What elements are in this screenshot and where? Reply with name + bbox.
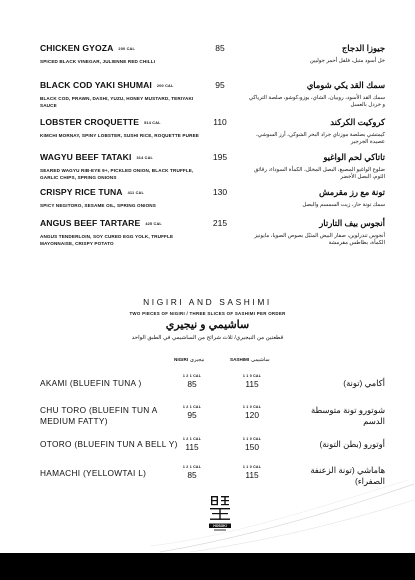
dish-description: KIMCHI MORNAY, SPINY LOBSTER, SUSHI RICE, ROQUETTE PUREE bbox=[40, 133, 199, 138]
dish-description: SEARED WAGYU RIB-EYE 9+, PICKLED ONION, BLACK TRUFFLE, GARLIC CHIPS, SPRING ONIONS bbox=[40, 168, 194, 180]
dish-name-arabic: تاتاكي لحم الواغيو bbox=[323, 152, 385, 162]
dish-calories: 314 CAL bbox=[136, 155, 154, 160]
sashimi-calories: 1 1 0 CAL bbox=[242, 405, 262, 409]
dish-calories: 514 CAL bbox=[144, 120, 161, 125]
fish-name: AKAMI (BLUEFIN TUNA ) bbox=[40, 378, 142, 388]
dish-price: 195 bbox=[212, 152, 228, 162]
section-subtitle-arabic: قطعتين من النيجيري/ ثلاث شرائح من الساشيمي في الطبق الواحد bbox=[131, 335, 284, 341]
dish-description-arabic: سمك القد الأسود، روبيان، الشاي، يوزو،كوشو، صلصة الترياكي و خردل بالعسل bbox=[248, 95, 385, 109]
dish-price: 85 bbox=[215, 43, 225, 53]
dish-description-arabic: أنجوس تندرلوين، صفار البيض المتبّل بصوص الصويا، مايونيز الكمأة، بطاطس مقرمشة bbox=[254, 233, 385, 247]
nigiri-price: 85 bbox=[187, 470, 197, 480]
sashimi-price: 150 bbox=[245, 442, 259, 452]
nigiri-price: 85 bbox=[187, 379, 197, 389]
dish-name-arabic: سمك القد يكي شوماي bbox=[306, 80, 385, 90]
nigiri-price: 95 bbox=[187, 410, 197, 420]
dish-calories: 200 CAL bbox=[118, 46, 135, 51]
dish-name: LOBSTER CROQUETTE 514 CAL bbox=[40, 117, 161, 127]
dish-description: ANGUS TENDERLOIN, SOY CURED EGG YOLK, TRUFFLE MAYONNAISE, CRISPY POTATO bbox=[40, 234, 174, 246]
nigiri-calories: 1 2 1 CAL bbox=[182, 374, 202, 378]
dish-calories: 425 CAL bbox=[145, 221, 162, 226]
dish-price: 215 bbox=[212, 218, 228, 228]
brand-logo bbox=[209, 495, 231, 533]
dish-description-arabic: خل أسود متبل، فلفل أحمر جوليين bbox=[309, 58, 385, 64]
decorative-swoosh bbox=[150, 480, 415, 553]
sashimi-price: 120 bbox=[245, 410, 259, 420]
sashimi-calories: 1 1 0 CAL bbox=[242, 437, 262, 441]
dish-name-arabic: أنجوس بيف التارتار bbox=[319, 218, 385, 228]
dish-name-arabic: جيوزا الدجاج bbox=[341, 43, 385, 53]
dish-name: ANGUS BEEF TARTARE 425 CAL bbox=[40, 218, 162, 228]
fish-name: OTORO (BLUEFIN TUN A BELL Y) bbox=[40, 439, 178, 449]
section-subtitle: TWO PIECES OF NIGIRI / THREE SLICES OF SASHIMI PER ORDER bbox=[129, 311, 286, 316]
menu-item bbox=[40, 152, 385, 182]
dish-name-arabic: تونة مع رز مقرمش bbox=[319, 187, 385, 197]
menu-item bbox=[40, 43, 385, 73]
dish-name-arabic: كروكيت الكركند bbox=[330, 117, 385, 127]
dish-description-arabic: سمك تونة حار، زيت السمسم والبصل bbox=[302, 202, 385, 208]
sashimi-calories: 1 1 0 CAL bbox=[242, 374, 262, 378]
dish-description-arabic: ضلوع الواغيو المصبغ، البصل المخلل، الكمأة السوداء، رقائق الثوم، البصل الأخضر bbox=[254, 167, 385, 181]
sashimi-price: 115 bbox=[245, 379, 259, 389]
brand-logo-wordmark: HOSOKI bbox=[213, 524, 227, 528]
dish-name: BLACK COD YAKI SHUMAI 200 CAL bbox=[40, 80, 174, 90]
bottom-black-band bbox=[0, 553, 415, 580]
nigiri-calories: 1 2 1 CAL bbox=[182, 465, 202, 469]
nigiri-sashimi-row bbox=[40, 405, 385, 429]
fish-name-arabic: شوتورو تونة متوسطة الدسم bbox=[311, 405, 385, 426]
nigiri-calories: 1 2 1 CAL bbox=[182, 437, 202, 441]
menu-item bbox=[40, 187, 385, 211]
dish-description-arabic: كيمتشي بصلصة موزناي جراد البحر الشوكي، أرز السوشي، عصيدة الجرجير bbox=[255, 132, 385, 146]
dish-price: 130 bbox=[212, 187, 228, 197]
menu-item bbox=[40, 218, 385, 252]
sashimi-price: 115 bbox=[245, 470, 259, 480]
dish-name: CHICKEN GYOZA 200 CAL bbox=[40, 43, 135, 53]
section-title: NIGIRI AND SASHIMI bbox=[143, 297, 272, 307]
dish-description: BLACK COD, PRAWN, DASHI, YUZU, HONEY MUSTARD, TERIYAKI SAUCE bbox=[40, 96, 194, 108]
dish-name: CRISPY RICE TUNA 411 CAL bbox=[40, 187, 145, 197]
fish-name: HAMACHI (YELLOWTAI L) bbox=[40, 468, 147, 478]
dish-calories: 200 CAL bbox=[156, 83, 174, 88]
column-header-sashimi: SASHIMI ساشيمي bbox=[230, 357, 270, 363]
dish-description: SPICY NEGITORO, SESAME OIL, SPRING ONIONS bbox=[40, 203, 156, 208]
dish-price: 95 bbox=[215, 80, 225, 90]
nigiri-price: 115 bbox=[185, 442, 199, 452]
nigiri-sashimi-row bbox=[40, 437, 385, 459]
section-title-arabic: ساشيمي و نيجيري bbox=[165, 319, 250, 331]
column-header-nigiri: NIGIRI نيجيري bbox=[174, 357, 205, 363]
fish-name-arabic: أكامي (تونة) bbox=[343, 378, 385, 388]
dish-price: 110 bbox=[213, 117, 227, 127]
nigiri-sashimi-row bbox=[40, 374, 385, 396]
sashimi-calories: 1 1 0 CAL bbox=[242, 465, 262, 469]
nigiri-calories: 1 2 1 CAL bbox=[182, 405, 202, 409]
dish-name: WAGYU BEEF TATAKI 314 CAL bbox=[40, 152, 154, 162]
menu-item bbox=[40, 117, 385, 147]
menu-item bbox=[40, 80, 385, 112]
dish-description: SPICED BLACK VINEGAR, JULIENNE RED CHILLI bbox=[40, 59, 156, 64]
fish-name-arabic: أوتورو (بطن التونة) bbox=[319, 439, 385, 449]
fish-name: CHU TORO (BLUEFIN TUN A MEDIUM FATTY) bbox=[40, 405, 158, 426]
fish-name-arabic: هاماشي (تونة الزعنفة الصفراء) bbox=[310, 465, 385, 486]
dish-calories: 411 CAL bbox=[127, 190, 145, 195]
